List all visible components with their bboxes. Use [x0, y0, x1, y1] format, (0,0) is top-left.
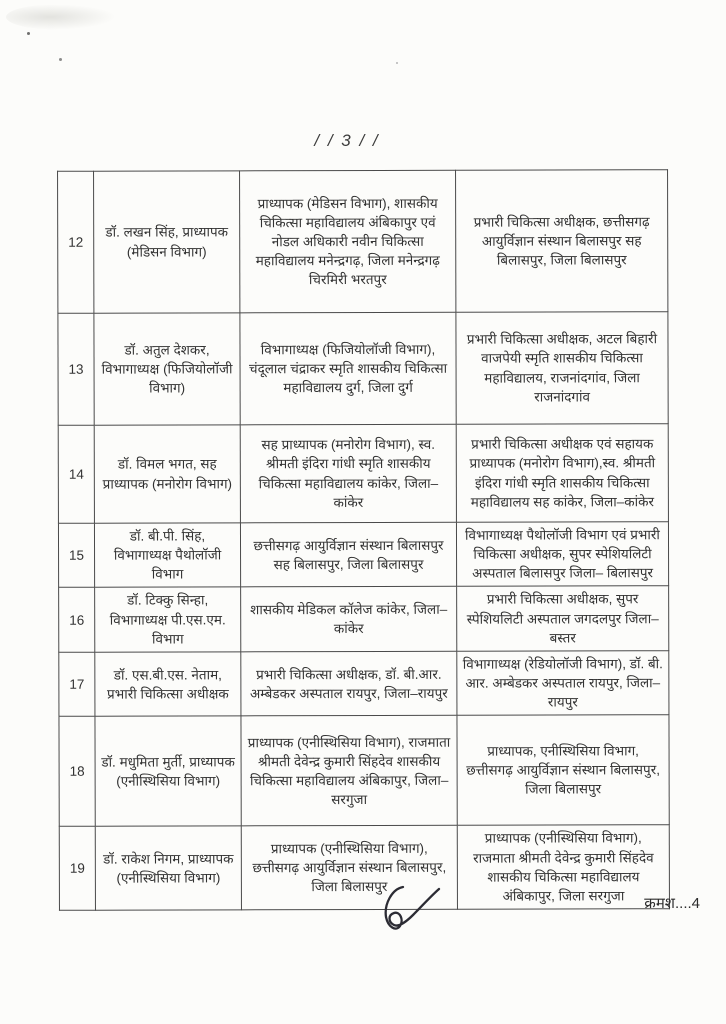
cell-serial: 18 [59, 717, 95, 827]
cell-officer: डॉ. विमल भगत, सह प्राध्यापक (मनोरोग विभाग) [94, 425, 240, 523]
cell-serial: 14 [58, 425, 94, 523]
signature-mark [381, 882, 447, 940]
cell-current-posting: प्राध्यापक (एनीस्थिसिया विभाग), छत्तीसगढ़ आयुर्विज्ञान संस्थान बिलासपुर, जिला बिलासपुर [241, 826, 457, 910]
scan-smudge [6, 4, 116, 30]
posting-table [57, 169, 670, 911]
scan-speck [27, 32, 30, 35]
cell-current-posting: प्राध्यापक (एनीस्थिसिया विभाग), राजमाता श्रीमती देवेन्द्र कुमारी सिंहदेव शासकीय चिकित्सा महाविद्यालय अंबिकापुर, जिला–सरगुजा [241, 716, 457, 827]
cell-current-posting: सह प्राध्यापक (मनोरोग विभाग), स्व. श्रीमती इंदिरा गांधी स्मृति शासकीय चिकित्सा महाविद्यालय कांकेर, जिला–कांकेर [240, 424, 456, 523]
table-row [58, 170, 668, 314]
cell-new-posting: प्रभारी चिकित्सा अधीक्षक, अटल बिहारी वाजपेयी स्मृति शासकीय चिकित्सा महाविद्यालय, राजनांदगांव, जिला राजनांदगांव [456, 312, 668, 425]
cell-officer: डॉ. टिक्कु सिन्हा, विभागाध्यक्ष पी.एस.एम. विभाग [95, 587, 241, 652]
cell-serial: 19 [59, 827, 95, 911]
cell-current-posting: प्राध्यापक (मेडिसन विभाग), शासकीय चिकित्सा महाविद्यालय अंबिकापुर एवं नोडल अधिकारी नवीन चिकित्सा महाविद्यालय मनेन्द्रगढ़, जिला मनेन्द्रगढ़ चिरमिरी भरतपुर [240, 170, 456, 313]
scan-speck [396, 62, 398, 64]
cell-serial: 17 [59, 652, 95, 717]
cell-new-posting: प्रभारी चिकित्सा अधीक्षक, सुपर स्पेशियलिटी अस्पताल जगदलपुर जिला– बस्तर [457, 586, 669, 651]
cell-new-posting: प्राध्यापक, एनीस्थिसिया विभाग, छत्तीसगढ़ आयुर्विज्ञान संस्थान बिलासपुर, जिला बिलासपुर [457, 715, 669, 826]
cell-officer: डॉ. राकेश निगम, प्राध्यापक (एनीस्थिसिया विभाग) [95, 826, 241, 910]
cell-officer: डॉ. अतुल देशकर, विभागाध्यक्ष (फिजियोलॉजी विभाग) [94, 313, 240, 425]
table-row [58, 522, 668, 588]
cell-current-posting: छत्तीसगढ़ आयुर्विज्ञान संस्थान बिलासपुर सह बिलासपुर, जिला बिलासपुर [240, 522, 456, 587]
cell-current-posting: विभागाध्यक्ष (फिजियोलॉजी विभाग), चंदूलाल चंद्राकर स्मृति शासकीय चिकित्सा महाविद्यालय दुर्ग, जिला दुर्ग [240, 312, 456, 425]
table-row [58, 312, 668, 426]
cell-officer: डॉ. बी.पी. सिंह, विभागाध्यक्ष पैथोलॉजी विभाग [94, 523, 240, 588]
table-row [59, 825, 669, 910]
table-row [59, 651, 669, 717]
cell-officer: डॉ. मधुमिता मुर्ती, प्राध्यापक (एनीस्थिसिया विभाग) [95, 716, 241, 826]
page-number-header: / / 3 / / [314, 131, 380, 150]
table-row [59, 586, 669, 652]
scan-speck [59, 58, 62, 61]
cell-new-posting: विभागाध्यक्ष पैथोलॉजी विभाग एवं प्रभारी चिकित्सा अधीक्षक, सुपर स्पेशियलिटी अस्पताल बिलासपुर जिला– बिलासपुर [456, 522, 668, 587]
cell-new-posting: विभागाध्यक्ष (रेडियोलॉजी विभाग), डॉ. बी. आर. अम्बेडकर अस्पताल रायपुर, जिला–रायपुर [457, 651, 669, 716]
cell-serial: 12 [58, 171, 94, 313]
cell-serial: 16 [59, 588, 95, 653]
cell-serial: 13 [58, 313, 94, 425]
cell-current-posting: प्रभारी चिकित्सा अधीक्षक, डॉ. बी.आर. अम्बेडकर अस्पताल रायपुर, जिला–रायपुर [241, 651, 457, 716]
cell-new-posting: प्रभारी चिकित्सा अधीक्षक, छत्तीसगढ़ आयुर्विज्ञान संस्थान बिलासपुर सह बिलासपुर, जिला बिलासपुर [456, 170, 668, 313]
cell-new-posting: प्राध्यापक (एनीस्थिसिया विभाग), राजमाता श्रीमती देवेन्द्र कुमारी सिंहदेव शासकीय चिकित्सा महाविद्यालय अंबिकापुर, जिला सरगुजा [457, 825, 669, 909]
cell-current-posting: शासकीय मेडिकल कॉलेज कांकेर, जिला–कांकेर [241, 587, 457, 652]
table-row [59, 715, 669, 827]
cell-new-posting: प्रभारी चिकित्सा अधीक्षक एवं सहायक प्राध्यापक (मनोरोग विभाग),स्व. श्रीमती इंदिरा गांधी स्मृति शासकीय चिकित्सा महाविद्यालय सह कांकेर, जिला–कांकेर [456, 424, 668, 523]
table-row [58, 424, 668, 524]
continuation-note: क्रमश....4 [644, 895, 700, 912]
cell-officer: डॉ. लखन सिंह, प्राध्यापक (मेडिसन विभाग) [94, 171, 240, 313]
cell-serial: 15 [58, 523, 94, 588]
cell-officer: डॉ. एस.बी.एस. नेताम, प्रभारी चिकित्सा अधीक्षक [95, 652, 241, 717]
